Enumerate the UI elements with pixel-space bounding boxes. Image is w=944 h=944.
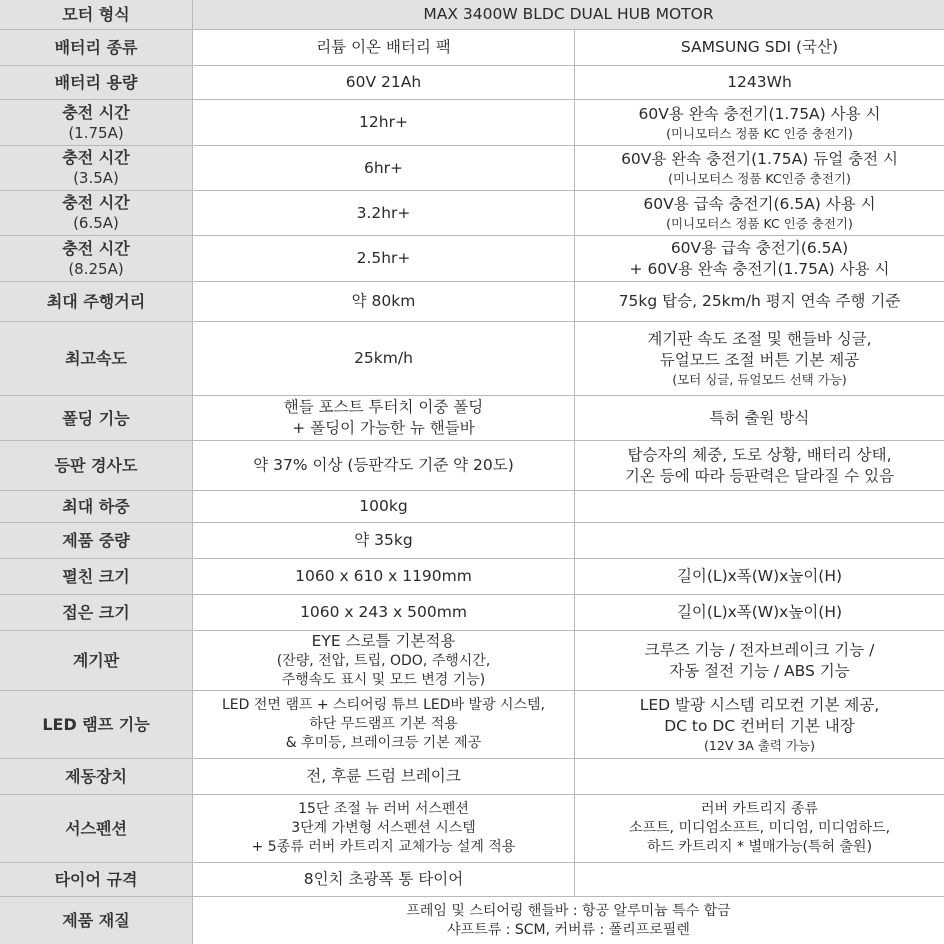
spec-value: 1060 x 243 x 500mm — [193, 595, 575, 630]
spec-label: 최대 주행거리 — [0, 282, 193, 321]
spec-row-charge-2 — [0, 146, 944, 191]
spec-row-unfolded-size — [0, 559, 944, 595]
spec-label: 충전 시간 (1.75A) — [0, 100, 193, 145]
spec-row-battery-type — [0, 30, 944, 66]
spec-row-material — [0, 897, 944, 944]
spec-value: 8인치 초광폭 통 타이어 — [193, 863, 575, 896]
spec-row-folded-size — [0, 595, 944, 631]
spec-value: 전, 후륜 드럼 브레이크 — [193, 759, 575, 794]
spec-label: 타이어 규격 — [0, 863, 193, 896]
spec-label: 배터리 종류 — [0, 30, 193, 65]
spec-note: 계기판 속도 조절 및 핸들바 싱글, 듀얼모드 조절 버튼 기본 제공 (모터 싱글, 듀얼모드 선택 가능) — [647, 330, 872, 387]
spec-note: 1243Wh — [727, 73, 792, 91]
spec-value: 프레임 및 스티어링 핸들바 : 항공 알루미늄 특수 합금 샤프트류 : SCM, 커버류 : 폴리프로필렌 — [406, 902, 731, 938]
spec-note — [575, 863, 944, 896]
spec-value: 핸들 포스트 투터치 이중 폴딩 + 폴딩이 가능한 뉴 핸들바 — [193, 396, 575, 440]
spec-label: 충전 시간 (6.5A) — [0, 191, 193, 235]
spec-note: 길이(L)x폭(W)x높이(H) — [676, 567, 843, 585]
spec-label: 계기판 — [0, 631, 193, 690]
spec-value: LED 전면 램프 + 스티어링 튜브 LED바 발광 시스템, 하단 무드램프 기본 적용 & 후미등, 브레이크등 기본 제공 — [193, 691, 575, 758]
spec-label: 제동장치 — [0, 759, 193, 794]
spec-value: 2.5hr+ — [193, 236, 575, 281]
spec-value: 약 35kg — [193, 523, 575, 558]
spec-note: 특허 출원 방식 — [709, 408, 810, 427]
spec-note: 60V용 급속 충전기(6.5A) + 60V용 완속 충전기(1.75A) 사용 시 — [629, 238, 890, 278]
spec-value: EYE 스로틀 기본적용 (잔량, 전압, 트립, ODO, 주행시간, 주행속도 표시 및 모드 변경 기능) — [193, 631, 575, 690]
spec-label: 서스펜션 — [0, 795, 193, 862]
spec-note: 크루즈 기능 / 전자브레이크 기능 / 자동 절전 기능 / ABS 기능 — [644, 640, 875, 680]
spec-value: 100kg — [193, 491, 575, 522]
spec-row-suspension — [0, 795, 944, 863]
spec-row-weight — [0, 523, 944, 559]
spec-row-folding — [0, 396, 944, 441]
spec-label: 접은 크기 — [0, 595, 193, 630]
spec-row-charge-3 — [0, 191, 944, 236]
spec-label: 제품 재질 — [0, 897, 193, 944]
spec-value: 12hr+ — [193, 100, 575, 145]
spec-note — [575, 491, 944, 522]
spec-label: LED 램프 기능 — [0, 691, 193, 758]
spec-note: 탑승자의 체중, 도로 상황, 배터리 상태, 기온 등에 따라 등판력은 달라질 수 있음 — [624, 445, 895, 485]
spec-label: 충전 시간 (8.25A) — [0, 236, 193, 281]
spec-value: 15단 조절 뉴 러버 서스펜션 3단계 가변형 서스펜션 시스템 + 5종류 러버 카트리지 교체가능 설계 적용 — [193, 795, 575, 862]
spec-value: MAX 3400W BLDC DUAL HUB MOTOR — [423, 5, 714, 23]
spec-label: 모터 형식 — [0, 0, 193, 29]
spec-row-top-speed — [0, 322, 944, 396]
spec-note — [575, 759, 944, 794]
spec-row-charge-4 — [0, 236, 944, 282]
spec-label: 최고속도 — [0, 322, 193, 395]
spec-note: 60V용 완속 충전기(1.75A) 사용 시 (미니모터스 정품 KC 인증 충전기) — [638, 104, 881, 141]
spec-row-max-load — [0, 491, 944, 523]
spec-row-tire — [0, 863, 944, 897]
spec-label: 폴딩 기능 — [0, 396, 193, 440]
spec-value: 60V 21Ah — [193, 66, 575, 99]
spec-label: 배터리 용량 — [0, 66, 193, 99]
spec-row-charge-1 — [0, 100, 944, 146]
spec-value: 약 80km — [193, 282, 575, 321]
spec-row-brake — [0, 759, 944, 795]
spec-row-led — [0, 691, 944, 759]
spec-note: 러버 카트리지 종류 소프트, 미디엄소프트, 미디엄, 미디엄하드, 하드 카트리지 * 별매가능(특허 출원) — [628, 801, 891, 855]
spec-row-climb — [0, 441, 944, 491]
spec-row-range — [0, 282, 944, 322]
spec-label: 최대 하중 — [0, 491, 193, 522]
spec-value: 리튬 이온 배터리 팩 — [193, 30, 575, 65]
spec-value: 25km/h — [193, 322, 575, 395]
spec-label: 펼친 크기 — [0, 559, 193, 594]
spec-value: 3.2hr+ — [193, 191, 575, 235]
spec-value: 6hr+ — [193, 146, 575, 190]
spec-note: 길이(L)x폭(W)x높이(H) — [676, 603, 843, 621]
spec-note — [575, 523, 944, 558]
spec-note: LED 발광 시스템 리모컨 기본 제공, DC to DC 컨버터 기본 내장 (12V 3A 출력 가능) — [639, 696, 880, 753]
spec-note: 60V용 급속 충전기(6.5A) 사용 시 (미니모터스 정품 KC 인증 충전기) — [643, 195, 876, 231]
spec-row-dashboard — [0, 631, 944, 691]
spec-label: 충전 시간 (3.5A) — [0, 146, 193, 190]
spec-value: 약 37% 이상 (등판각도 기준 약 20도) — [193, 441, 575, 490]
spec-label: 등판 경사도 — [0, 441, 193, 490]
spec-label: 제품 중량 — [0, 523, 193, 558]
spec-row-battery-capacity — [0, 66, 944, 100]
spec-row-motor — [0, 0, 944, 30]
spec-note: 60V용 완속 충전기(1.75A) 듀얼 충전 시 (미니모터스 정품 KC인증 충전기) — [621, 150, 898, 186]
spec-value: 1060 x 610 x 1190mm — [193, 559, 575, 594]
spec-note: 75kg 탑승, 25km/h 평지 연속 주행 기준 — [618, 292, 901, 310]
spec-note: SAMSUNG SDI (국산) — [680, 38, 839, 56]
